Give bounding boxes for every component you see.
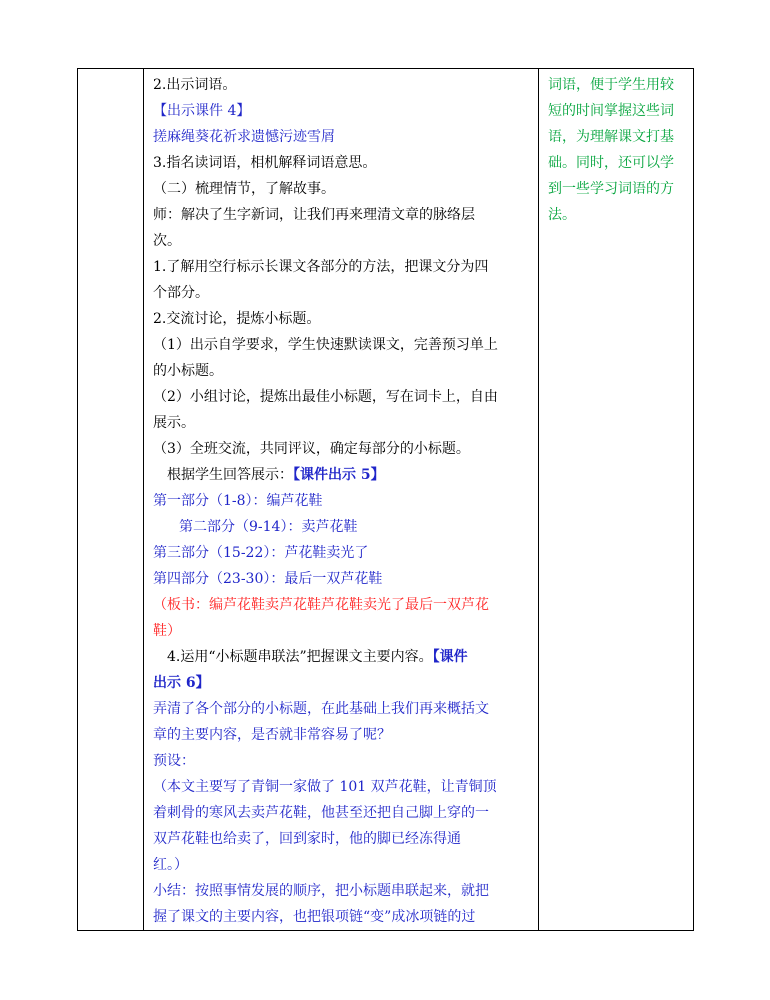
text-line bbox=[153, 228, 533, 254]
text-segment: 4.运用“小标题串联法”把握课文主要内容。 bbox=[167, 649, 433, 665]
text-segment: （2）小组讨论，提炼出最佳小标题，写在词卡上，自由 bbox=[153, 389, 498, 405]
text-segment: （板书：编芦花鞋卖芦花鞋芦花鞋卖光了最后一双芦花 bbox=[153, 597, 489, 613]
text-segment: 弄清了各个部分的小标题，在此基础上我们再来概括文 bbox=[153, 701, 489, 717]
text-segment: 【课件出示 5】 bbox=[293, 467, 385, 483]
text-segment: （本文主要写了青铜一家做了 101 双芦花鞋，让青铜顶 bbox=[153, 779, 497, 795]
text-segment: 根据学生回答展示： bbox=[167, 467, 293, 483]
text-segment: 2.交流讨论，提炼小标题。 bbox=[153, 311, 321, 327]
text-line bbox=[153, 72, 533, 98]
text-segment: （1）出示自学要求，学生快速默读课文，完善预习单上 bbox=[153, 337, 498, 353]
text-segment: 第三部分（15-22）：芦花鞋卖光了 bbox=[153, 545, 369, 561]
text-segment: 1.了解用空行标示长课文各部分的方法，把课文分为四 bbox=[153, 259, 489, 275]
text-line bbox=[153, 254, 533, 280]
text-line bbox=[153, 566, 533, 592]
text-line bbox=[153, 748, 533, 774]
text-line bbox=[153, 358, 533, 384]
text-segment: 展示。 bbox=[153, 415, 195, 431]
text-segment: 第四部分（23-30）：最后一双芦花鞋 bbox=[153, 571, 383, 587]
text-segment: 第二部分（9-14）：卖芦花鞋 bbox=[179, 519, 358, 535]
text-segment: 个部分。 bbox=[153, 285, 209, 301]
text-line bbox=[153, 176, 533, 202]
teaching-process-cell bbox=[148, 69, 533, 930]
note-line: 础。同时，还可以学 bbox=[548, 155, 674, 171]
text-segment: 红。） bbox=[153, 857, 188, 873]
text-line bbox=[153, 98, 533, 124]
text-segment: 着刺骨的寒风去卖芦花鞋，他甚至还把自己脚上穿的一 bbox=[153, 805, 489, 821]
text-segment: 【出示课件 4】 bbox=[153, 103, 251, 119]
text-segment: 【课件 bbox=[432, 649, 468, 665]
text-segment: 握了课文的主要内容，也把银项链“变”成冰项链的过 bbox=[153, 909, 476, 925]
text-segment: 章的主要内容，是否就非常容易了呢？ bbox=[153, 727, 391, 743]
text-segment: 的小标题。 bbox=[153, 363, 223, 379]
text-line bbox=[153, 540, 533, 566]
text-line bbox=[153, 696, 533, 722]
text-line bbox=[153, 878, 533, 904]
text-segment: （二）梳理情节，了解故事。 bbox=[153, 181, 335, 197]
text-line bbox=[153, 384, 533, 410]
text-segment: 第一部分（1-8）：编芦花鞋 bbox=[153, 493, 323, 509]
text-segment: 鞋） bbox=[153, 623, 181, 639]
text-line bbox=[153, 670, 533, 696]
text-line bbox=[153, 462, 533, 488]
text-line bbox=[153, 826, 533, 852]
note-line: 到一些学习词语的方 bbox=[548, 181, 674, 197]
text-line bbox=[153, 124, 533, 150]
text-line bbox=[153, 150, 533, 176]
text-line bbox=[153, 618, 533, 644]
text-line bbox=[153, 514, 533, 540]
text-segment: 3.指名读词语，相机解释词语意思。 bbox=[153, 155, 377, 171]
text-line bbox=[153, 280, 533, 306]
text-segment: 预设： bbox=[153, 753, 195, 769]
text-line bbox=[153, 904, 533, 930]
lesson-plan-table bbox=[77, 68, 694, 931]
design-intent-cell bbox=[544, 69, 698, 228]
text-segment: 小结：按照事情发展的顺序，把小标题串联起来，就把 bbox=[153, 883, 489, 899]
text-line bbox=[153, 202, 533, 228]
note-line: 短的时间掌握这些词 bbox=[548, 103, 674, 119]
note-line: 词语，便于学生用较 bbox=[548, 77, 674, 93]
text-line bbox=[153, 800, 533, 826]
text-line bbox=[153, 410, 533, 436]
text-line bbox=[153, 332, 533, 358]
text-segment: 师：解决了生字新词，让我们再来理清文章的脉络层 bbox=[153, 207, 475, 223]
text-line bbox=[153, 852, 533, 878]
text-segment: 双芦花鞋也给卖了，回到家时，他的脚已经冻得通 bbox=[153, 831, 461, 847]
column-divider-1 bbox=[143, 69, 144, 930]
note-line: 法。 bbox=[548, 207, 576, 223]
text-line bbox=[153, 488, 533, 514]
text-segment: 2.出示词语。 bbox=[153, 77, 237, 93]
text-line bbox=[153, 306, 533, 332]
note-line: 语，为理解课文打基 bbox=[548, 129, 674, 145]
text-line bbox=[153, 592, 533, 618]
text-line bbox=[153, 722, 533, 748]
text-segment: 次。 bbox=[153, 233, 181, 249]
text-segment: 出示 6】 bbox=[153, 675, 210, 691]
text-line bbox=[153, 774, 533, 800]
text-line bbox=[153, 644, 533, 670]
text-segment: 搓麻绳葵花祈求遗憾污迹雪屑 bbox=[153, 129, 335, 145]
text-segment: （3）全班交流，共同评议，确定每部分的小标题。 bbox=[153, 441, 470, 457]
text-line bbox=[153, 436, 533, 462]
column-divider-2 bbox=[538, 69, 539, 930]
